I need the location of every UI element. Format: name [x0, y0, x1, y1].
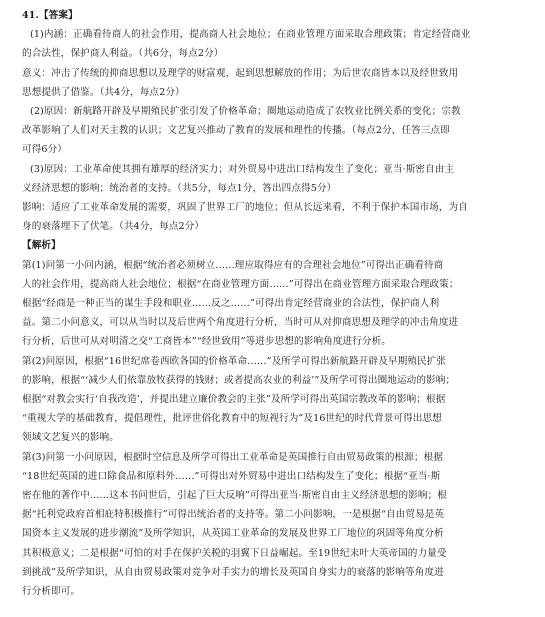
analysis-line: 密在他的著作中……这本书问世后，引起了巨大反响”可得出亚当·斯密自由主义经济思想的影响；根 [22, 490, 447, 502]
analysis-line: 行分析即可。 [22, 586, 81, 598]
answer-line: 影响：适应了工业革命发展的需要，巩固了世界工厂的地位；但从长远来看，不利于保护本国市场，为自 [22, 202, 468, 214]
analysis-line: 第(1)问第一小问内涵，根据“统治者必须树立……理应取得应有的合理社会地位”可得出正确看待商 [22, 259, 444, 271]
answer-heading: 41.【答案】 [22, 10, 78, 21]
analysis-heading: 【解析】 [22, 240, 61, 252]
answer-line: 思想提供了借鉴。（共4分，每点2分） [22, 86, 185, 98]
analysis-line: “重视大学的基础教育，提倡理性，批评世俗化教育中的短视行为”及16世纪的时代背景可得出思想 [22, 413, 442, 425]
analysis-line: 据“托利党政府首相庇特积极推行”可得出统治者的支持等。第二小问影响，一是根据“自由贸易是英 [22, 509, 445, 521]
analysis-line: 第(3)问第一小问原因，根据时空信息及所学可得出工业革命是英国推行自由贸易政策的根源；根据 [22, 451, 444, 463]
answer-line: 改革影响了人们对天主教的认识；文艺复兴推动了教育的发展和理性的传播。（每点2分，任答三点即 [22, 125, 450, 137]
answer-line: 义经济思想的影响；统治者的支持。（共5分，每点1分，答出四点得5分） [22, 182, 337, 194]
answer-line: 的合法性，保护商人利益。（共6分，每点2分） [22, 48, 224, 60]
analysis-line: 第(2)问原因，根据“16世纪席卷西欧各国的价格革命……”及所学可得出新航路开辟及早期殖民扩张 [22, 355, 447, 367]
analysis-line: 根据“经商是一种正当的谋生手段和职业……反之……”可得出肯定经营商业的合法性，保护商人利 [22, 298, 440, 310]
answer-line: (3)原因：工业革命使其拥有雄厚的经济实力；对外贸易中进出口结构发生了变化；亚当·斯密自由主 [30, 163, 455, 175]
analysis-line: “18世纪英国的进口除食品和原料外……”可得出对外贸易中进出口结构发生了变化；根据“亚当·斯 [22, 470, 441, 482]
answer-line: 意义：冲击了传统的抑商思想以及理学的财富观，起到思想解放的作用；为后世农商皆本以及经世致用 [22, 67, 459, 79]
answer-line: (1)内涵：正确看待商人的社会作用，提高商人社会地位；在商业管理方面采取合理政策；肯定经营商业 [30, 29, 471, 41]
analysis-line: 其积极意义；二是根据“可怕的对手在保护关税的羽翼下日益崛起。至19世纪末叶大英帝国的力量受 [22, 547, 447, 559]
answer-line: (2)原因：新航路开辟及早期殖民扩张引发了价格革命；圈地运动造成了农牧业比例关系的变化；宗教 [30, 106, 461, 118]
analysis-line: 领域文艺复兴的影响。 [22, 432, 119, 444]
analysis-line: 到挑战”及所学知识，从自由贸易政策对竞争对手实力的增长及英国自身实力的衰落的影响等角度进 [22, 566, 444, 578]
analysis-line: 行分析，后世可从对明清之交“工商皆本”“经世致用”等进步思想的影响角度进行分析。 [22, 336, 391, 348]
analysis-line: 根据“对教会实行‘自我改造’，并提出建立廉价教会的主张”及所学可得出英国宗教改革的影响；根据 [22, 394, 446, 406]
analysis-line: 人的社会作用，提高商人社会地位；根据“在商业管理方面……”可得出在商业管理方面采取合理政策； [22, 278, 459, 290]
analysis-line: 国资本主义发展的进步潮流”及所学知识，从英国工业革命的发展及世界工厂地位的巩固等角度分析 [22, 528, 444, 540]
analysis-line: 的影响，根据“‘减少人们依靠放牧获得的钱财；或者提高农业的利益’”及所学可得出圈地运动的影响； [22, 374, 456, 386]
answer-line: 身的衰落埋下了伏笔。（共4分，每点2分） [22, 221, 205, 233]
answer-line: 可得6分） [22, 144, 67, 156]
analysis-line: 益。第二小问意义，可以从当时以及后世两个角度进行分析，当时可从对抑商思想及理学的冲击角度进 [22, 317, 459, 329]
